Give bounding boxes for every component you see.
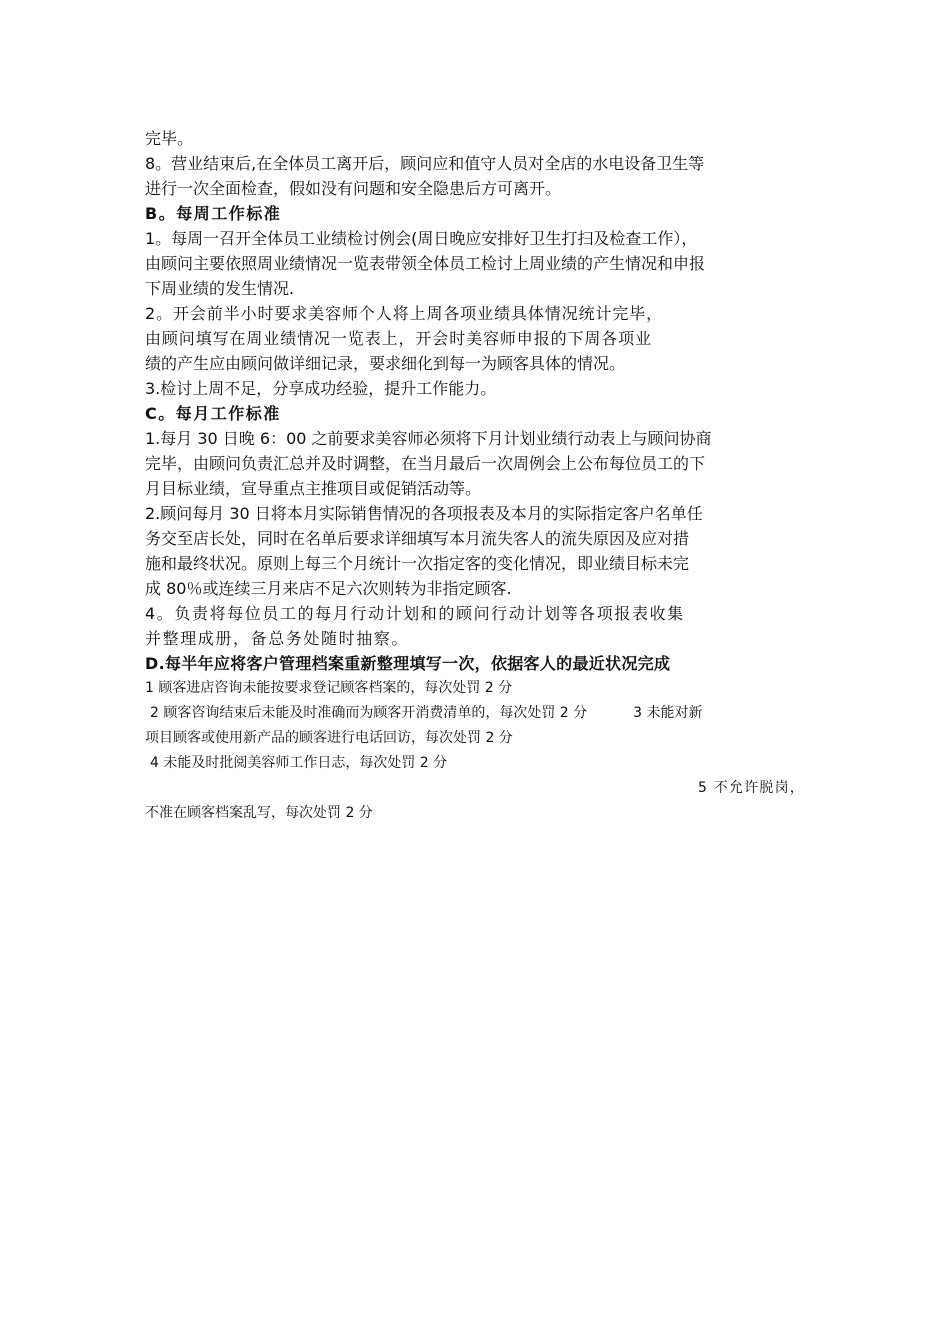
text-line: 3.检讨上周不足，分享成功经验，提升工作能力。 — [145, 379, 497, 398]
text-line: 4。负责将每位员工的每月行动计划和的顾问行动计划等各项报表收集 — [145, 604, 685, 623]
text-line: 月目标业绩，宣导重点主推项目或促销活动等。 — [145, 479, 482, 498]
penalty-item: 不准在顾客档案乱写，每次处罚 2 分 — [145, 805, 373, 821]
section-heading-half-year: D.每半年应将客户管理档案重新整理填写一次，依据客人的最近状况完成 — [145, 654, 671, 673]
text-line: 由顾问主要依照周业绩情况一览表带领全体员工检讨上周业绩的产生情况和申报 — [145, 254, 706, 273]
text-line: 施和最终状况。原则上每三个月统计一次指定客的变化情况，即业绩目标未完 — [145, 554, 690, 573]
text-line: 由顾问填写在周业绩情况一览表上，开会时美容师申报的下周各项业 — [145, 329, 653, 348]
document-body — [145, 126, 813, 826]
penalty-item — [145, 701, 813, 726]
section-heading-weekly: B。每周工作标准 — [145, 204, 282, 223]
penalty-item-text: 3 未能对新 — [633, 705, 703, 721]
penalty-item-text: 2 顾客咨询结束后未能及时准确而为顾客开消费清单的，每次处罚 2 分 — [150, 705, 588, 721]
text-line: 下周业绩的发生情况. — [145, 279, 295, 298]
text-line: 成 80％或连续三月来店不足六次则转为非指定顾客. — [145, 579, 512, 598]
text-line: 绩的产生应由顾问做详细记录，要求细化到每一为顾客具体的情况。 — [145, 354, 626, 373]
text-line: 8。营业结束后,在全体员工离开后，顾问应和值守人员对全店的水电设备卫生等 — [145, 154, 705, 173]
text-line: 进行一次全面检查，假如没有问题和安全隐患后方可离开。 — [145, 179, 562, 198]
text-line: 2.顾问每月 30 日将本月实际销售情况的各项报表及本月的实际指定客户名单任 — [145, 504, 703, 523]
penalty-item: 4 未能及时批阅美容师工作日志，每次处罚 2 分 — [150, 755, 448, 771]
text-line: 1.每月 30 日晚 6：00 之前要求美容师必须将下月计划业绩行动表上与顾问协商 — [145, 429, 712, 448]
text-line: 2。开会前半小时要求美容师个人将上周各项业绩具体情况统计完毕， — [145, 304, 664, 323]
penalty-item: 1 顾客进店咨询未能按要求登记顾客档案的，每次处罚 2 分 — [145, 680, 513, 696]
penalty-item: 5 不允许脱岗， — [698, 780, 805, 796]
section-heading-monthly: C。每月工作标准 — [145, 404, 281, 423]
text-line: 完毕，由顾问负责汇总并及时调整，在当月最后一次周例会上公布每位员工的下 — [145, 454, 706, 473]
text-line: 1。每周一召开全体员工业绩检讨例会(周日晚应安排好卫生打扫及检查工作）， — [145, 229, 698, 248]
text-line: 完毕。 — [145, 129, 194, 148]
text-line: 务交至店长处，同时在名单后要求详细填写本月流失客人的流失原因及应对措 — [145, 529, 690, 548]
penalty-item: 项目顾客或使用新产品的顾客进行电话回访，每次处罚 2 分 — [145, 730, 513, 746]
text-line: 并整理成册，备总务处随时抽察。 — [145, 629, 410, 648]
